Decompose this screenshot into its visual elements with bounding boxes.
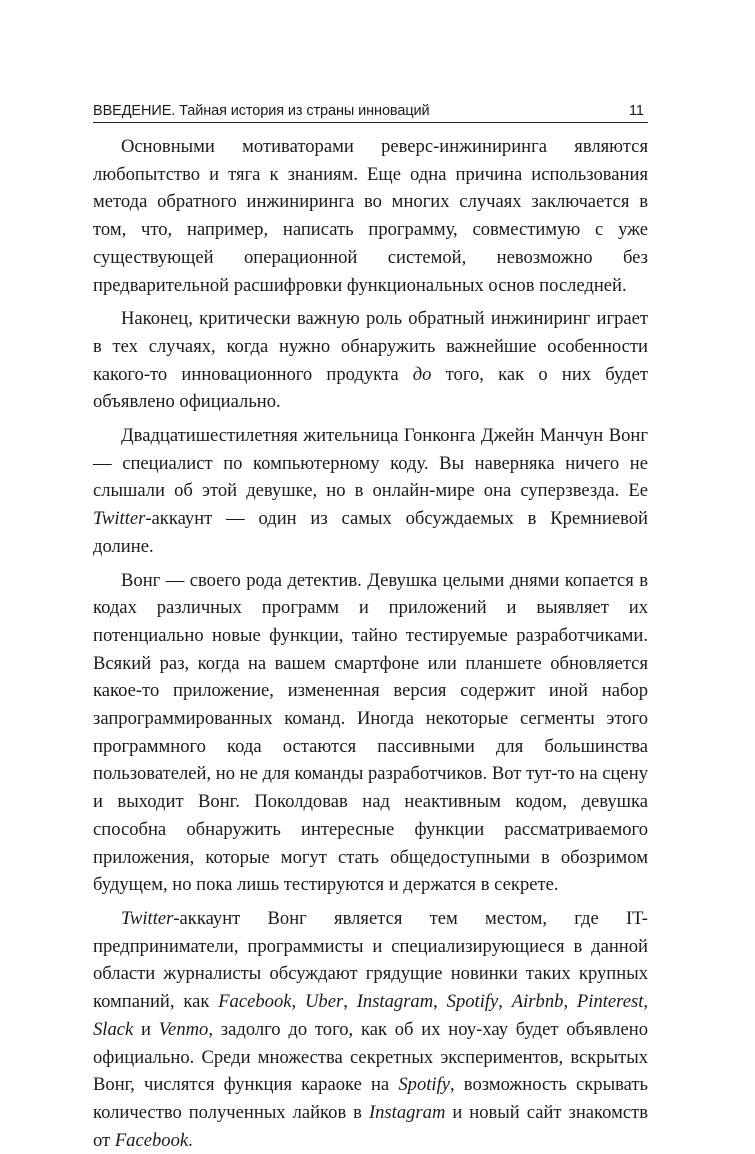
italic-term: Airbnb — [511, 991, 564, 1013]
italic-term: Instagram — [368, 1101, 446, 1123]
running-title-bold: ВВЕДЕНИЕ. — [93, 103, 176, 119]
text-run: , — [291, 991, 305, 1013]
paragraph — [93, 905, 648, 1154]
text-run: Основными мотиваторами реверс-инжиниринга являются любопытство и тяга к знаниям. Еще одна причина использования метода обратного инжиниринга во многих случаях заключается в том, что, например, написать программу, совместимую с уже существующей операционной системой, невозможно без предварительной расшифровки функциональных основ последней. — [93, 136, 648, 296]
text-run: -аккаунт — один из самых обсуждаемых в Кремниевой долине. — [93, 508, 648, 557]
text-run: , возможность скрывать количество полученных лайков в — [93, 1074, 648, 1123]
text-run: , — [343, 991, 357, 1013]
text-run: , — [433, 991, 447, 1013]
text-run: -аккаунт Вонг является тем местом, где IT-предприниматели, программисты и специализирующиеся в данной области журналисты обсуждают грядущие новинки таких крупных компаний, как — [93, 907, 648, 1013]
italic-term: Venmo — [158, 1018, 209, 1040]
running-head — [93, 97, 648, 123]
page-number: 11 — [628, 103, 644, 119]
text-run: . — [188, 1129, 193, 1151]
italic-term: Instagram — [356, 991, 434, 1013]
italic-term: Pinterest — [576, 991, 644, 1013]
text-run: того, как о них будет объявлено официально. — [93, 363, 648, 413]
book-page — [93, 97, 648, 1154]
text-run: , задолго до того, как об их ноу-хау будет объявлено официально. Среди множества секретных экспериментов, вскрытых Вонг, числятся функция караоке на — [93, 1018, 649, 1096]
paragraph — [93, 133, 648, 299]
italic-term: Facebook — [218, 991, 292, 1013]
text-run: , — [498, 991, 512, 1013]
text-run: Наконец, критически важную роль обратный инжиниринг играет в тех случаях, когда нужно обнаружить важнейшие особенности какого-то инновационного продукта — [93, 308, 648, 385]
running-title-rest: Тайная история из страны инноваций — [175, 103, 430, 119]
paragraph — [93, 422, 648, 561]
paragraph — [93, 567, 648, 899]
text-run: Двадцатишестилетняя жительница Гонконга Джейн Манчун Вонг — специалист по компьютерному коду. Вы наверняка ничего не слышали об этой девушке, но в онлайн-мире она суперзвезда. Ее — [93, 425, 648, 502]
italic-term: Twitter — [121, 907, 174, 929]
text-run: Вонг — своего рода детектив. Девушка целыми днями копается в кодах различных программ и приложений и выявляет их потенциально новые функции, тайно тестируемые разработчиками. Всякий раз, когда на вашем смартфоне или планшете обновляется какое-то приложение, измененная версия содержит иной набор запрограммированных команд. Иногда некоторые сегменты этого программного кода остаются пассивными для большинства пользователей, но не для команды разработчиков. Вот тут-то на сцену и выходит Вонг. Поколдовав над неактивным кодом, девушка способна обнаружить интересные функции рассматриваемого приложения, которые могут стать общедоступными в обозримом будущем, но пока лишь тестируются и держатся в секрете. — [93, 569, 648, 896]
italic-term: до — [412, 363, 432, 385]
paragraph — [93, 305, 648, 416]
italic-term: Spotify — [446, 991, 499, 1013]
text-run: , — [563, 991, 577, 1013]
italic-term: Uber — [305, 991, 344, 1013]
running-title — [93, 103, 430, 119]
italic-term: Spotify — [398, 1074, 450, 1096]
italic-term: Twitter — [93, 508, 146, 530]
text-run: и — [133, 1018, 159, 1040]
body-text — [93, 133, 648, 1154]
italic-term: Facebook — [114, 1129, 189, 1151]
text-run: , — [643, 991, 649, 1013]
text-run: и новый сайт знакомств от — [93, 1101, 648, 1151]
italic-term: Slack — [93, 1018, 134, 1040]
